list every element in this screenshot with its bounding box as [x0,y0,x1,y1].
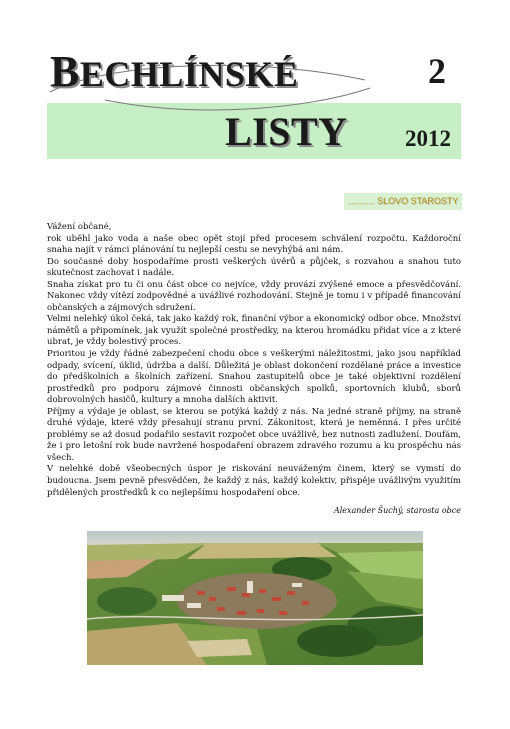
masthead-title-rest: ECHLÍNSKÉ [79,54,299,94]
masthead-title-line1 [50,46,298,97]
article-paragraph: Příjmy a výdaje je oblast, se kterou se potýká každý z nás. Na jedné straně příjmy, na straně druhé výdaje, které vždy přesahují stranu první. Zákonitost, která je neměnná. I přes určité problémy se až dosud podařilo sestavit rozpočet obce uvážlivě, bez nutnosti zadlužení. Doufám, že i pro letošní rok bude navržené hospodaření obrazem zdravého rozumu a ku prospěchu nás všech. [47,406,461,463]
article-signature: Alexander Šuchý, starosta obce [333,506,461,515]
masthead-title-initial: B [50,47,80,96]
article-paragraph: Snaha získat pro tu či onu část obce co nejvíce, vždy provází zvýšené emoce a přesvědčování. Nakonec vždy vítězí zodpovědné a uvážlivé rozhodování. Stejně je tomu i v případě financování občanských a zájmových sdružení. [47,279,461,313]
issue-year: 2012 [405,126,451,151]
article-body [47,222,461,499]
masthead-title-line2: LISTY [225,109,348,154]
article-paragraph: Do současné doby hospodaříme prosti veškerých úvěrů a půjček, s rozvahou a snahou tuto skutečnost zachovat i nadále. [47,256,461,279]
aerial-village-photo-icon [87,531,423,665]
article-paragraph: Prioritou je vždy řádné zabezpečení chodu obce s veškerými náležitostmi, jako jsou například odpady, svícení, úklid, údržba a další. Důležitá je oblast dokončení rozdělané práce a investice do předškolních a školních zařízení. Snahou zastupitelů obce je také objektivní rozdělení prostředků pro podporu zájmové činnosti občanských spolků, sportovních klubů, sborů dobrovolných hasičů, kultury a mnoha dalších aktivit. [47,349,461,406]
aerial-village-photo [87,531,423,665]
section-label: ……… SLOVO STAROSTY [344,193,462,210]
article-paragraph: Velmi nelehký úkol čeká, tak jako každý rok, finanční výbor a ekonomický odbor obce. Množství námětů a připomínek, jak využít společné prostředky, na kterou hromádku přidat více a z které ubrat, je vždy bolestivý proces. [47,314,461,348]
article-paragraph: rok uběhl jako voda a naše obec opět stojí před procesem schválení rozpočtu. Každoroční snaha najít v rámci plánování tu nejlepší cestu se nevyhýbá ani nám. [47,233,461,256]
article-paragraph: V nelehké době všeobecných úspor je riskování neuváženým činem, který se vymstí do budoucna. Jsem pevně přesvědčen, že každý z nás, každý kolektiv, přispěje uvážlivým využitím přidělených prostředků k co nejlepšímu hospodaření obce. [47,464,461,498]
article-paragraph: Vážení občané, [47,222,112,232]
issue-number: 2 [428,51,446,91]
